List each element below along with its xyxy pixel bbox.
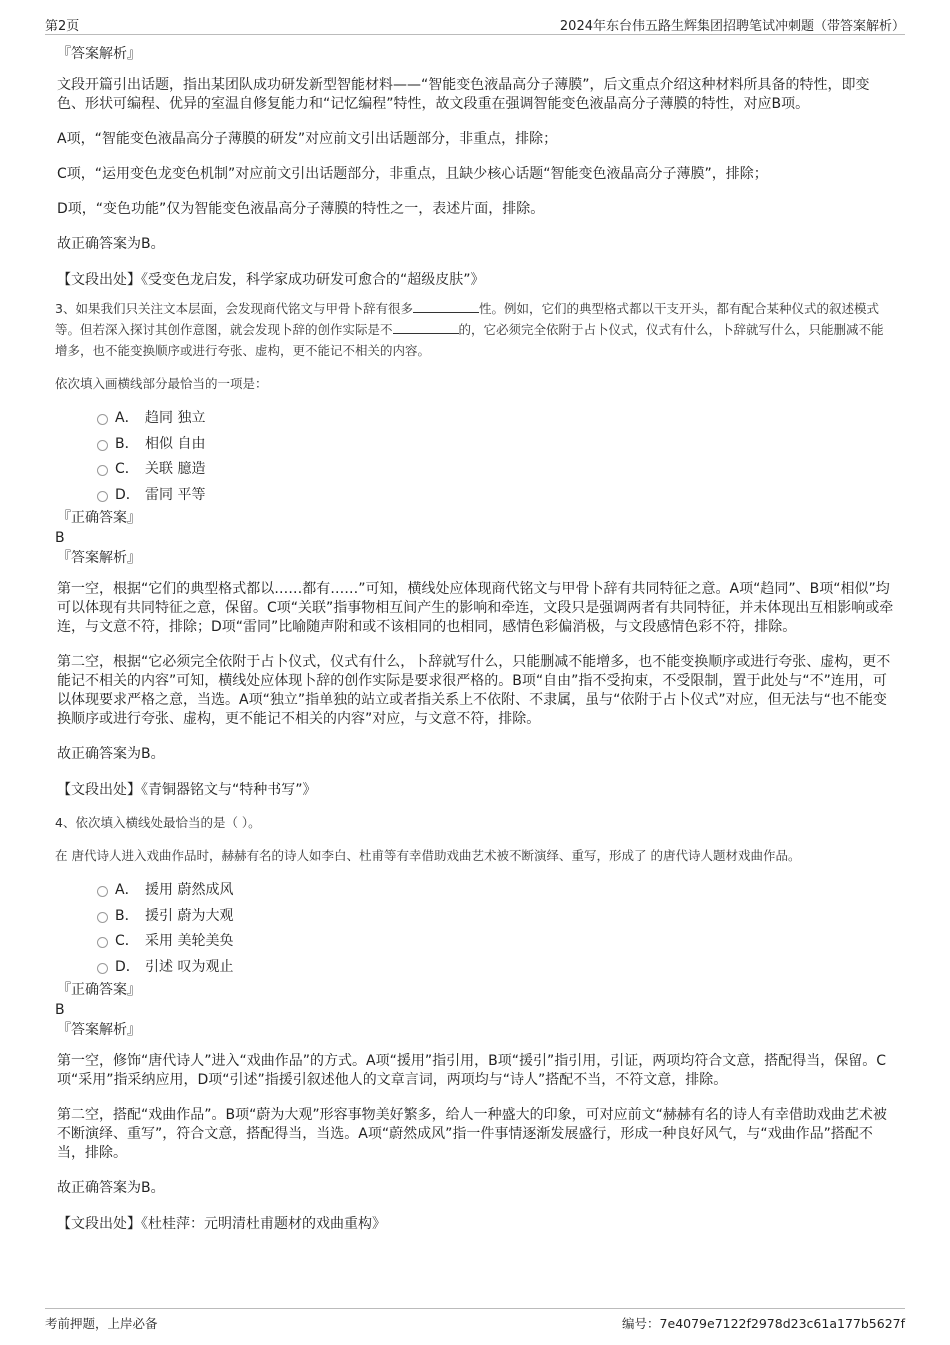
radio-icon[interactable]	[97, 414, 108, 425]
q4-conclusion: 故正确答案为B。	[57, 1180, 165, 1196]
q3-prompt: 依次填入画横线部分最恰当的一项是：	[55, 376, 268, 391]
q2-source: 【文段出处】《受变色龙启发，科学家成功研发可愈合的“超级皮肤”》	[57, 272, 485, 288]
q2-analysis-paragraph: 文段开篇引出话题，指出某团队成功研发新型智能材料——“智能变色液晶高分子薄膜”，后文重点介绍这种材料所具备的特性，即变色、形状可编程、优异的室温自修复能力和“记忆编程”特性，故文段重在强调智能变色液晶高分子薄膜的特性，对应B项。	[57, 77, 870, 112]
radio-icon[interactable]	[97, 963, 108, 974]
q4-option-d[interactable]: D． 引述 叹为观止	[57, 955, 895, 981]
q4-answer-label: 『正确答案』	[57, 982, 141, 998]
q4-option-a[interactable]: A． 援用 蔚然成风	[57, 878, 895, 904]
q3-analysis-paragraph: 第一空，根据“它们的典型格式都以……都有……”可知，横线处应体现商代铭文与甲骨卜辞有共同特征之意。A项“趋同”、B项“相似”均可以体现有共同特征之意，保留。C项“关联”指事物相互间产生的影响和牵连，文段只是强调两者有共同特征，并未体现出互相影响或牵连，与文意不符，排除；D项“雷同”比喻随声附和或不该相同的也相同，感情色彩偏消极，与文段感情色彩不符，排除。	[57, 581, 894, 635]
document-title: 2024年东台伟五路生辉集团招聘笔试冲刺题（带答案解析）	[559, 19, 905, 34]
q4-options	[57, 878, 895, 980]
q3-answer-label: 『正确答案』	[57, 510, 141, 526]
radio-icon[interactable]	[97, 440, 108, 451]
q4-source: 【文段出处】《杜桂萍：元明清杜甫题材的戏曲重构》	[57, 1216, 386, 1232]
page-header	[45, 14, 905, 35]
q4-passage: 在 唐代诗人进入戏曲作品时，赫赫有名的诗人如李白、杜甫等有幸借助戏曲艺术被不断演绎、重写，形成了 的唐代诗人题材戏曲作品。	[55, 848, 801, 863]
q3-options	[57, 406, 895, 508]
q3-option-a[interactable]: A． 趋同 独立	[57, 406, 895, 432]
q2-conclusion: 故正确答案为B。	[57, 236, 165, 252]
q3-blank-1	[413, 299, 479, 313]
q2-analysis-paragraph: D项，“变色功能”仅为智能变色液晶高分子薄膜的特性之一，表述片面，排除。	[57, 201, 545, 217]
q4-option-b[interactable]: B． 援引 蔚为大观	[57, 904, 895, 930]
radio-icon[interactable]	[97, 886, 108, 897]
q3-stem-part: 3、如果我们只关注文本层面，会发现商代铭文与甲骨卜辞有很多	[55, 301, 413, 316]
footer-slogan: 考前押题，上岸必备	[45, 1316, 158, 1331]
q4-analysis-paragraph: 第一空，修饰“唐代诗人”进入“戏曲作品”的方式。A项“援用”指引用，B项“援引”指引用，引证，两项均符合文意，搭配得当，保留。C项“采用”指采纳应用，D项“引述”指援引叙述他人的文章言词，两项均与“诗人”搭配不当，不符文意，排除。	[57, 1053, 886, 1088]
q3-option-d[interactable]: D． 雷同 平等	[57, 483, 895, 509]
q4-option-c[interactable]: C． 采用 美轮美奂	[57, 929, 895, 955]
page-footer	[45, 1308, 905, 1331]
radio-icon[interactable]	[97, 937, 108, 948]
q3-analysis-label: 『答案解析』	[57, 550, 141, 566]
q4-stem: 4、依次填入横线处最恰当的是（ ）。	[55, 815, 261, 830]
q3-stem	[55, 298, 895, 361]
q2-analysis-paragraph: A项，“智能变色液晶高分子薄膜的研发”对应前文引出话题部分，非重点，排除；	[57, 131, 558, 147]
q3-blank-2	[393, 320, 459, 334]
document-content	[57, 44, 895, 1234]
q3-stem-part: 的，它必须完全依附于占卜仪式，仪式有什么，卜辞就写什么，只能删减不能增多，也不能变换顺序或进行夸张、虚构，更不能记不相关的内容。	[55, 322, 884, 358]
q4-answer: B	[55, 1002, 65, 1018]
q3-option-c[interactable]: C． 关联 臆造	[57, 457, 895, 483]
q2-analysis-label: 『答案解析』	[57, 46, 141, 62]
page-number: 第2页	[45, 19, 80, 34]
q3-analysis-paragraph: 第二空，根据“它必须完全依附于占卜仪式，仪式有什么，卜辞就写什么，只能删减不能增多，也不能变换顺序或进行夸张、虚构，更不能记不相关的内容”可知，横线处应体现卜辞的创作实际是要求很严格的。B项“自由”指不受拘束，不受限制，置于此处与“不”连用，可以体现要求严格之意，当选。A项“独立”指单独的站立或者指关系上不依附、不隶属，虽与“依附于占卜仪式”对应，但无法与“也不能变换顺序或进行夸张、虚构，更不能记不相关的内容”对应，与文意不符，排除。	[57, 654, 891, 727]
radio-icon[interactable]	[97, 912, 108, 923]
radio-icon[interactable]	[97, 465, 108, 476]
q4-analysis-paragraph: 第二空，搭配“戏曲作品”。B项“蔚为大观”形容事物美好繁多，给人一种盛大的印象，可对应前文“赫赫有名的诗人有幸借助戏曲艺术被不断演绎、重写”，符合文意，搭配得当，当选。A项“蔚然成风”指一件事情逐渐发展盛行，形成一种良好风气，与“戏曲作品”搭配不当，排除。	[57, 1107, 887, 1161]
q2-analysis-paragraph: C项，“运用变色龙变色机制”对应前文引出话题部分，非重点，且缺少核心话题“智能变色液晶高分子薄膜”，排除；	[57, 166, 768, 182]
radio-icon[interactable]	[97, 491, 108, 502]
q3-conclusion: 故正确答案为B。	[57, 746, 165, 762]
q3-option-b[interactable]: B． 相似 自由	[57, 432, 895, 458]
document-id: 编号：7e4079e7122f2978d23c61a177b5627f	[622, 1316, 905, 1331]
q3-answer: B	[55, 530, 65, 546]
q4-analysis-label: 『答案解析』	[57, 1022, 141, 1038]
q3-source: 【文段出处】《青铜器铭文与“特种书写”》	[57, 782, 317, 798]
q3-stem-part: 性。例如，它们的典型格式都以干支开头，都有配合某种仪式的叙述模式等。但若深入探讨其创作意图，就会发现卜辞的创作实际是不	[55, 301, 879, 337]
